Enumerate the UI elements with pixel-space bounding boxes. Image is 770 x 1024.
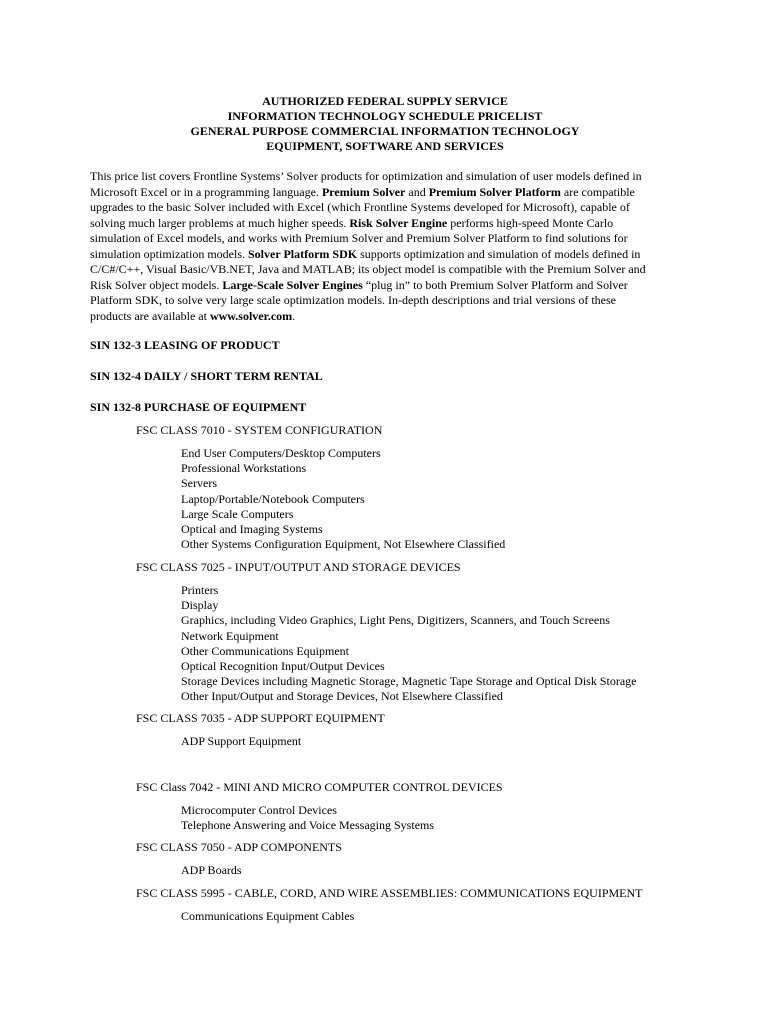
sin-132-8-heading: SIN 132-8 PURCHASE OF EQUIPMENT [90,400,307,414]
fsc-class-heading: FSC CLASS 7010 - SYSTEM CONFIGURATION [136,423,383,437]
product-solver-platform-sdk: Solver Platform SDK [248,246,358,261]
fsc-class-items [181,583,636,705]
list-item: Optical Recognition Input/Output Devices [181,658,385,673]
fsc-class-heading: FSC CLASS 7025 - INPUT/OUTPUT AND STORAGE DEVICES [136,560,461,574]
intro-line: Risk Solver object models. Large-Scale Solver Engines “plug in” to both Premium Solver Platform and Solver [90,277,628,292]
list-item: Other Communications Equipment [181,643,349,658]
list-item: Graphics, including Video Graphics, Light Pens, Digitizers, Scanners, and Touch Screens [181,613,610,628]
fsc-class-items [181,909,354,924]
fsc-class-items [181,803,434,833]
fsc-class-items [181,446,505,552]
fsc-class-items [181,863,242,878]
list-item: Optical and Imaging Systems [181,521,323,536]
intro-line: simulation optimization models. Solver Platform SDK supports optimization and simulation of models defined in [90,246,641,261]
sin-132-3-heading: SIN 132-3 LEASING OF PRODUCT [90,338,280,352]
list-item: Storage Devices including Magnetic Storage, Magnetic Tape Storage and Optical Disk Storage [181,674,637,689]
intro-line: simulation of Excel models, and works with Premium Solver and Premium Solver Platform to find solutions for [90,231,628,245]
title-line-1: AUTHORIZED FEDERAL SUPPLY SERVICE [262,94,508,108]
list-item: Other Input/Output and Storage Devices, Not Elsewhere Classified [181,689,503,704]
list-item: Printers [181,583,219,597]
intro-line: Microsoft Excel or in a programming language. Premium Solver and Premium Solver Platform are compatible [90,184,635,199]
list-item: Communications Equipment Cables [181,909,355,923]
sin-132-4-heading: SIN 132-4 DAILY / SHORT TERM RENTAL [90,369,323,383]
fsc-class-heading: FSC CLASS 5995 - CABLE, CORD, AND WIRE ASSEMBLIES: COMMUNICATIONS EQUIPMENT [136,886,643,900]
intro-line: C/C#/C++, Visual Basic/VB.NET, Java and MATLAB; its object model is compatible with the Premium Solver and [90,262,646,276]
list-item: Laptop/Portable/Notebook Computers [181,491,365,506]
fsc-class-heading: FSC CLASS 7035 - ADP SUPPORT EQUIPMENT [136,711,385,725]
list-item: ADP Support Equipment [181,734,302,748]
list-item: Network Equipment [181,628,279,643]
list-item: Display [181,598,219,613]
intro-paragraph [90,169,690,324]
intro-line: upgrades to the basic Solver included with Excel (which Frontline Systems developed for Microsoft), capable of [90,200,630,214]
list-item: Professional Workstations [181,461,307,476]
product-large-scale-solver-engines: Large-Scale Solver Engines [222,277,363,292]
intro-line: Platform SDK, to solve very large scale optimization models. In-depth descriptions and trial versions of these [90,293,616,307]
list-item: Large Scale Computers [181,506,294,521]
fsc-class-items [181,734,301,749]
product-premium-solver: Premium Solver [321,184,406,199]
product-risk-solver-engine: Risk Solver Engine [349,215,448,230]
title-line-3: GENERAL PURPOSE COMMERCIAL INFORMATION TECHNOLOGY [190,124,580,138]
intro-line: products are available at www.solver.com. [90,308,296,323]
intro-line: solving much larger problems at much higher speeds. Risk Solver Engine performs high-speed Monte Carlo [90,215,614,230]
fsc-class-heading: FSC Class 7042 - MINI AND MICRO COMPUTER CONTROL DEVICES [136,780,503,794]
product-premium-solver-platform: Premium Solver Platform [428,184,561,199]
document-title [90,94,680,154]
list-item: Microcomputer Control Devices [181,803,337,817]
list-item: ADP Boards [181,863,242,877]
website-link: www.solver.com [209,308,293,323]
list-item: Servers [181,476,217,491]
intro-line: This price list covers Frontline Systems’ Solver products for optimization and simulation of user models defined in [90,169,642,183]
list-item: End User Computers/Desktop Computers [181,446,381,460]
list-item: Other Systems Configuration Equipment, Not Elsewhere Classified [181,537,506,552]
list-item: Telephone Answering and Voice Messaging Systems [181,818,435,833]
title-line-4: EQUIPMENT, SOFTWARE AND SERVICES [266,139,504,153]
fsc-class-heading: FSC CLASS 7050 - ADP COMPONENTS [136,840,342,854]
title-line-2: INFORMATION TECHNOLOGY SCHEDULE PRICELIST [227,109,543,123]
